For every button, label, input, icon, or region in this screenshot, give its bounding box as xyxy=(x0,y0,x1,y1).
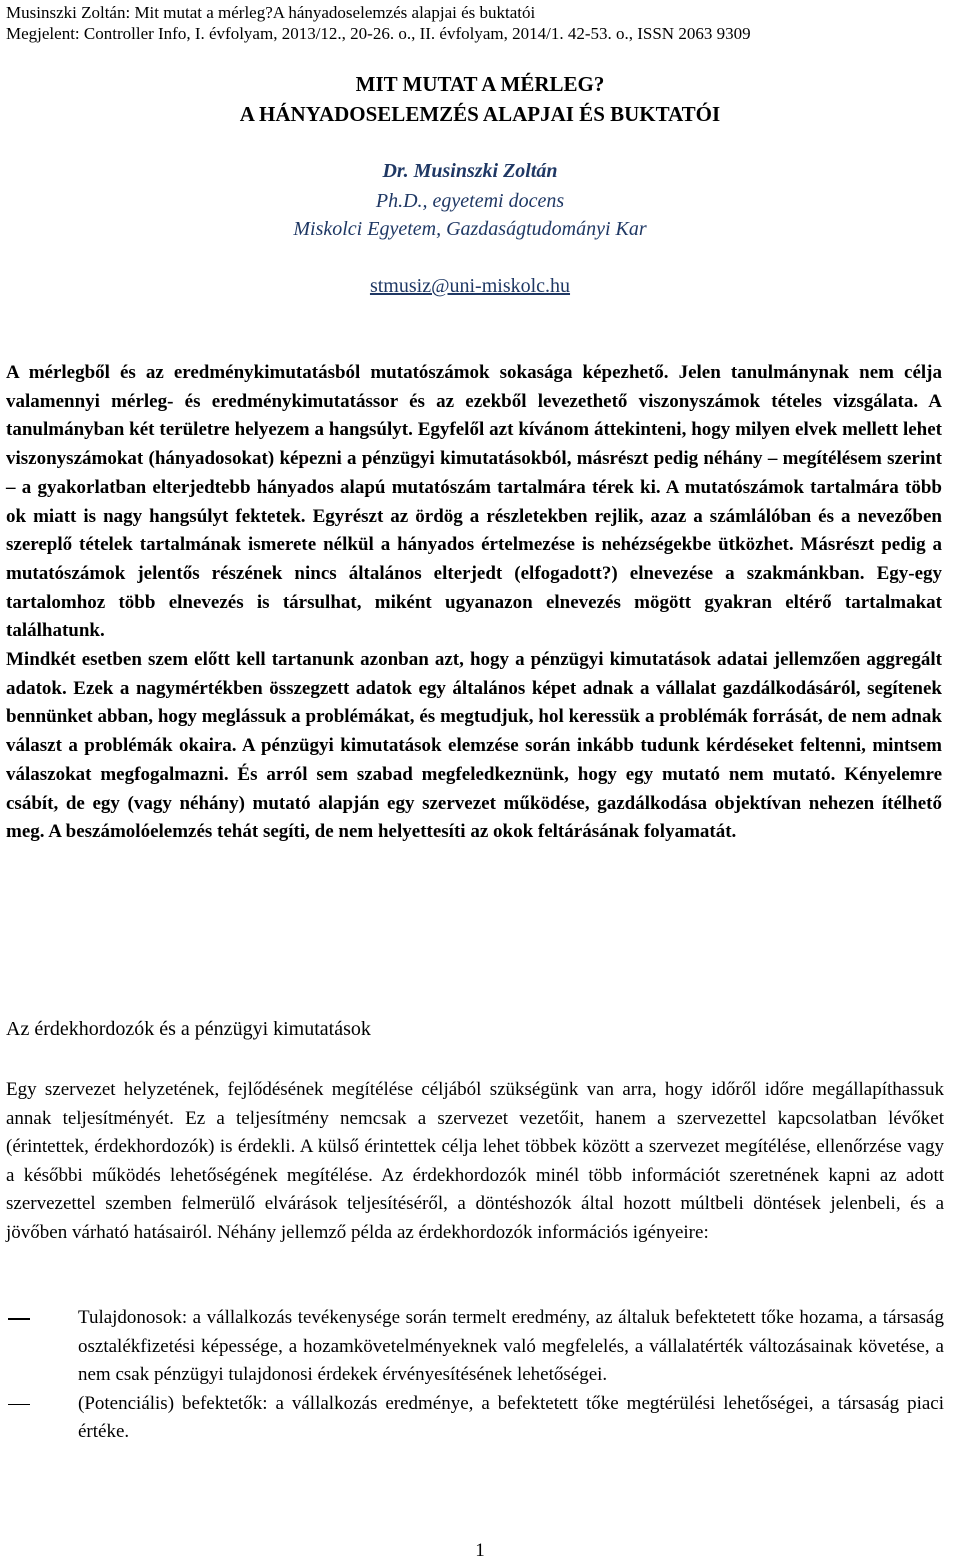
section-paragraph: Egy szervezet helyzetének, fejlődésének megítélése céljából szükségünk van arra, hogy időről időre megállapíthassuk annak teljesítményét. Ez a teljesítmény nemcsak a szervezet vezetőit, hanem a szervezettel kapcsolatban lévőket (érintettek, érdekhordozók) is érdekli. A külső érintettek célja lehet többek között a szervezet megítélése, ellenőrzése vagy a későbbi működés lehetőségének megítélése. Az érdekhordozók minél több információt szeretnének kapni az adott szervezettel szemben felmerülő elvárások teljesítéséről, a döntéshozók által hozott múltbeli döntések jelenbeli, és a jövőben várható hatásairól. Néhány jellemző példa az érdekhordozók információs igényeire: xyxy=(6,1079,944,1243)
bullet-list xyxy=(6,1304,944,1447)
author-email-line xyxy=(0,272,940,300)
list-item xyxy=(6,1390,944,1447)
abstract-paragraph-2: Mindkét esetben szem előtt kell tartanunk azonban azt, hogy a pénzügyi kimutatások adatai jellemzően aggregált adatok. Ezek a nagymértékben összegzett adatok egy általános képet adnak a vállalat gazdálkodásáról, segítenek bennünket abban, hogy meglássuk a problémákat, és megtudjuk, hol keressük a problémák forrását, de nem adnak választ a problémák okaira. A pénzügyi kimutatások elemzése során inkább tudunk kérdéseket feltenni, mintsem válaszokat megfogalmazni. És arról sem szabad megfeledkeznünk, hogy egy mutató nem mutató. Kényelemre csábít, de egy (vagy néhány) mutató alapján egy szervezet működése, gazdálkodása objektívan nehezen ítélhető meg. A beszámolóelemzés tehát segíti, de nem helyettesíti az okok feltárásának folyamatát. xyxy=(6,649,942,843)
running-header-publication: Megjelent: Controller Info, I. évfolyam, 2013/12., 20-26. o., II. évfolyam, 2014/1. 42-53. o., ISSN 2063 9309 xyxy=(6,24,751,43)
abstract xyxy=(6,359,942,847)
section-heading: Az érdekhordozók és a pénzügyi kimutatások xyxy=(6,1018,371,1040)
author-email-link[interactable]: stmusiz@uni-miskolc.hu xyxy=(369,275,571,297)
page-number: 1 xyxy=(475,1540,485,1561)
title-line-1: MIT MUTAT A MÉRLEG? xyxy=(355,72,605,96)
author-name-text: Dr. Musinszki Zoltán xyxy=(382,160,558,182)
dash-bullet-icon xyxy=(6,1304,78,1390)
author-affiliation: Miskolci Egyetem, Gazdaságtudományi Kar xyxy=(293,218,647,240)
author-position: Ph.D., egyetemi docens xyxy=(375,190,565,212)
title-line-2: A HÁNYADOSELEMZÉS ALAPJAI ÉS BUKTATÓI xyxy=(239,102,721,126)
dash-bullet-icon xyxy=(6,1390,78,1447)
list-item xyxy=(6,1304,944,1390)
running-header xyxy=(6,2,956,44)
list-item-text: (Potenciális) befektetők: a vállalkozás eredménye, a befektetett tőke megtérülési lehetőségei, a társaság piaci értéke. xyxy=(78,1392,944,1443)
author-name xyxy=(0,157,940,185)
abstract-paragraph-1: A mérlegből és az eredménykimutatásból mutatószámok sokasága képezhető. Jelen tanulmánynak nem célja valamennyi mérleg- és eredménykimutatássor és az ezekből levezethető viszonyszámok tételes vizsgálata. A tanulmányban két területre helyezem a hangsúlyt. Egyfelől azt kívánom áttekinteni, hogy milyen elvek mellett lehet viszonyszámokat (hányadosokat) képezni a pénzügyi kimutatásokból, másrészt pedig néhány – megítélésem szerint – a gyakorlatban elterjedtebb hányados alapú mutatószám tartalmára térek ki. A mutatószámok tartalmára több ok miatt is nagy hangsúlyt fektetek. Egyrészt az ördög a részletekben rejlik, azaz a számlálóban és a nevezőben szereplő tételek tartalmának ismerete nélkül a hányados értelmezése is nehézségekbe ütközhet. Másrészt pedig a mutatószámok jelentős részének nincs általános elterjedt (elfogadott?) elnevezése a szakmánkban. Egy-egy tartalomhoz több elnevezés is társulhat, miként ugyanazon elnevezés mögött gyakran eltérő tartalmakat találhatunk. xyxy=(6,362,942,642)
running-header-citation: Musinszki Zoltán: Mit mutat a mérleg?A hányadoselemzés alapjai és buktatói xyxy=(6,3,536,22)
list-item-text: Tulajdonosok: a vállalkozás tevékenysége során termelt eredmény, az általuk befektetett tőke hozama, a társaság osztalékfizetési képessége, a hozamkövetelményeknek való megfelelés, a vállalatérték változásainak követése, a nem csak pénzügyi tulajdonosi érdekek érvényesítésének lehetőségei. xyxy=(78,1307,944,1386)
